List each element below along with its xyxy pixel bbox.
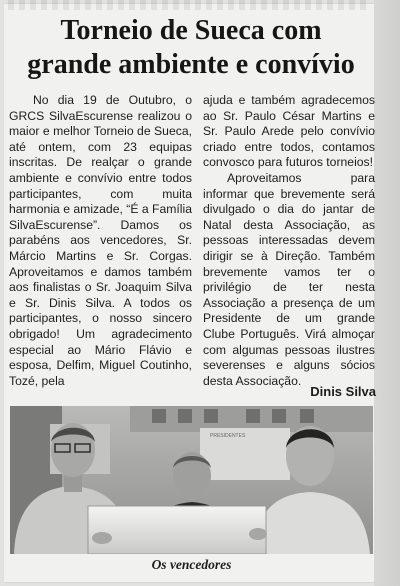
- headline-line-2: grande ambiente e convívio: [27, 49, 355, 80]
- article-column-right: [203, 93, 375, 389]
- article-paragraph-1: No dia 19 de Outubro, o GRCS SilvaEscurense realizou o maior e melhor Torneio de Sueca, até ontem, com 23 equipas inscritas. De realçar o grande ambiente e convívio entre todos participantes, com muita harmonia e amizade, “É a Família SilvaEscurense”. Damos os parabéns aos vencedores, Sr. Márcio Martins e Sr. Corgas. Aproveitamos e damos também aos finalistas o Sr. Joaquim Silva e Sr. Dinis Silva. A todos os participantes, o nosso sincero obrigado! Um agradecimento especial ao Mário Flávio e esposa, Delfim, Miguel Coutinho, Tozé, pela: [9, 93, 192, 388]
- article-paragraph-continued: ajuda e também agradecemos ao Sr. Paulo César Martins e Sr. Paulo Arede pelo convívio criado entre todos, contamos convosco para futuros torneios!: [203, 93, 375, 170]
- article-paragraph-2: Aproveitamos para informar que brevemente será divulgado o dia do jantar de Natal desta Associação, as pessoas interessadas devem dirigir se à Direção. Também brevemente vamos ter o privilégio de ter nesta Associação a presença de um Presidente de um grande Clube Português. Virá almoçar com algumas pessoas ilustres severenses e alguns sócios desta Associação.: [203, 170, 375, 388]
- article-byline: Dinis Silva: [310, 384, 376, 399]
- photo-caption: Os vencedores: [151, 557, 232, 572]
- headline-line-1: Torneio de Sueca com: [60, 15, 322, 46]
- photo-board-label: PRESIDENTES: [210, 433, 246, 439]
- adjacent-page-edge: [374, 0, 400, 586]
- article-column-left: [9, 93, 192, 389]
- article-headline: [6, 14, 376, 82]
- bleed-through-text: [8, 0, 368, 10]
- winners-photo: [10, 406, 373, 554]
